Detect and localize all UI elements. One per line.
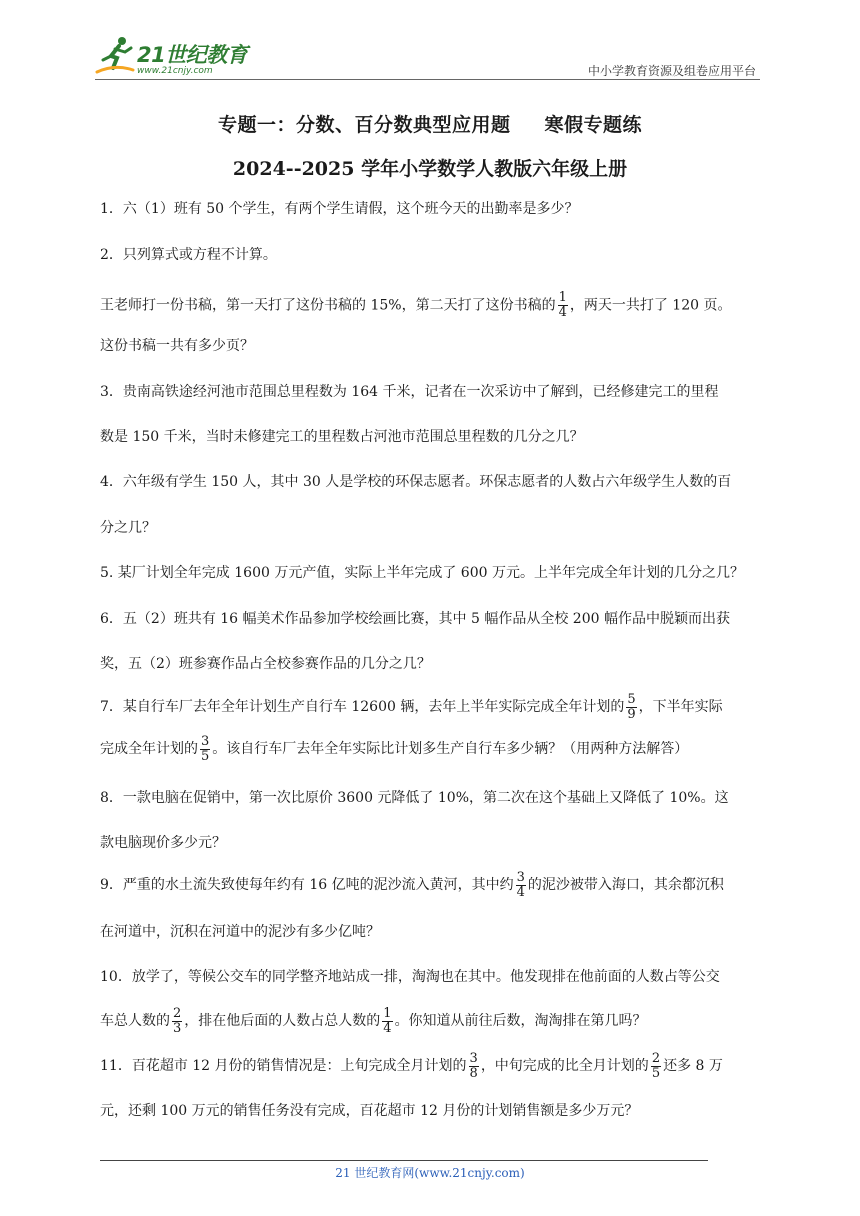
page-header — [95, 34, 760, 80]
question-2-intro: 2．只列算式或方程不计算。 — [100, 247, 277, 263]
question-5: 5. 某厂计划全年完成 1600 万元产值，实际上半年完成了 600 万元。上半年完成全年计划的几分之几？ — [100, 565, 744, 581]
footer-divider — [100, 1160, 708, 1161]
question-4: 4．六年级有学生 150 人，其中 30 人是学校的环保志愿者。环保志愿者的人数占六年级学生人数的百 — [100, 474, 732, 490]
fraction: $\frac{3}{5}$ — [201, 733, 210, 764]
question-4-line2: 分之几？ — [100, 520, 156, 536]
page-subtitle: 2024--2025 学年小学数学人教版六年级上册 — [232, 158, 628, 180]
question-2-line2: 这份书稿一共有多少页？ — [100, 338, 254, 354]
fraction: $\frac{1}{4}$ — [558, 290, 567, 320]
title-series: 寒假专题练 — [544, 114, 643, 136]
question-10: 10．放学了，等候公交车的同学整齐地站成一排，淘淘也在其中。他发现排在他前面的人数占等公交 — [100, 969, 720, 985]
fraction: $\frac{1}{4}$ — [383, 1005, 392, 1036]
question-6-line2: 奖，五（2）班参赛作品占全校参赛作品的几分之几？ — [100, 656, 431, 672]
header-divider — [95, 79, 760, 80]
question-8-line2: 款电脑现价多少元？ — [100, 835, 226, 851]
runner-logo-icon — [95, 34, 135, 76]
footer-link[interactable]: 21 世纪教育网(www.21cnjy.com) — [335, 1166, 525, 1180]
question-9: 9．严重的水土流失致使每年约有 16 亿吨的泥沙流入黄河，其中约 $\frac{3}{4}$ 的泥沙被带入海口，其余都沉积 — [100, 869, 724, 900]
site-logo[interactable] — [95, 34, 247, 76]
question-3-line2: 数是 150 千米，当时未修建完工的里程数占河池市范围总里程数的几分之几？ — [100, 429, 584, 445]
fraction: $\frac{3}{4}$ — [516, 869, 525, 900]
fraction: $\frac{5}{9}$ — [627, 691, 636, 722]
fraction: $\frac{2}{5}$ — [651, 1050, 661, 1081]
question-8: 8．一款电脑在促销中，第一次比原价 3600 元降低了 10%，第二次在这个基础上又降低了 10%。这 — [100, 790, 729, 806]
page-title — [0, 110, 860, 137]
logo-url: www.21cnjy.com — [137, 66, 213, 76]
question-11: 11．百花超市 12 月份的销售情况是：上旬完成全月计划的 $\frac{3}{8}$ ，中旬完成的比全月计划的 $\frac{2}{5}$ 还多 8 万 — [100, 1050, 723, 1081]
fraction: $\frac{2}{3}$ — [173, 1005, 182, 1036]
platform-name: 中小学教育资源及组卷应用平台 — [587, 64, 756, 78]
question-1: 1．六（1）班有 50 个学生，有两个学生请假，这个班今天的出勤率是多少？ — [100, 201, 579, 217]
logo-title: 21世纪教育 — [137, 43, 248, 67]
question-6: 6．五（2）班共有 16 幅美术作品参加学校绘画比赛，其中 5 幅作品从全校 200 幅作品中脱颖而出获 — [100, 611, 730, 627]
question-9-line2: 在河道中，沉积在河道中的泥沙有多少亿吨？ — [100, 924, 380, 940]
question-11-line2: 元，还剩 100 万元的销售任务没有完成，百花超市 12 月份的计划销售额是多少万元？ — [100, 1103, 639, 1119]
question-2: 王老师打一份书稿，第一天打了这份书稿的 15%，第二天打了这份书稿的 $\frac{1}{4}$ ，两天一共打了 120 页。 — [100, 290, 732, 320]
question-3: 3．贵南高铁途经河池市范围总里程数为 164 千米，记者在一次采访中了解到，已经修建完工的里程 — [100, 384, 719, 400]
fraction: $\frac{3}{8}$ — [469, 1050, 478, 1081]
question-7: 7．某自行车厂去年全年计划生产自行车 12600 辆，去年上半年实际完成全年计划的 $\frac{5}{9}$ ，下半年实际 — [100, 691, 723, 722]
question-7-line2: 完成全年计划的 $\frac{3}{5}$ 。该自行车厂去年全年实际比计划多生产自行车多少辆？（用两种方法解答） — [100, 733, 689, 764]
title-topic: 专题一：分数、百分数典型应用题 — [217, 114, 511, 136]
question-10-line2: 车总人数的 $\frac{2}{3}$ ，排在他后面的人数占总人数的 $\frac{1}{4}$ 。你知道从前往后数，淘淘排在第几吗？ — [100, 1005, 647, 1036]
